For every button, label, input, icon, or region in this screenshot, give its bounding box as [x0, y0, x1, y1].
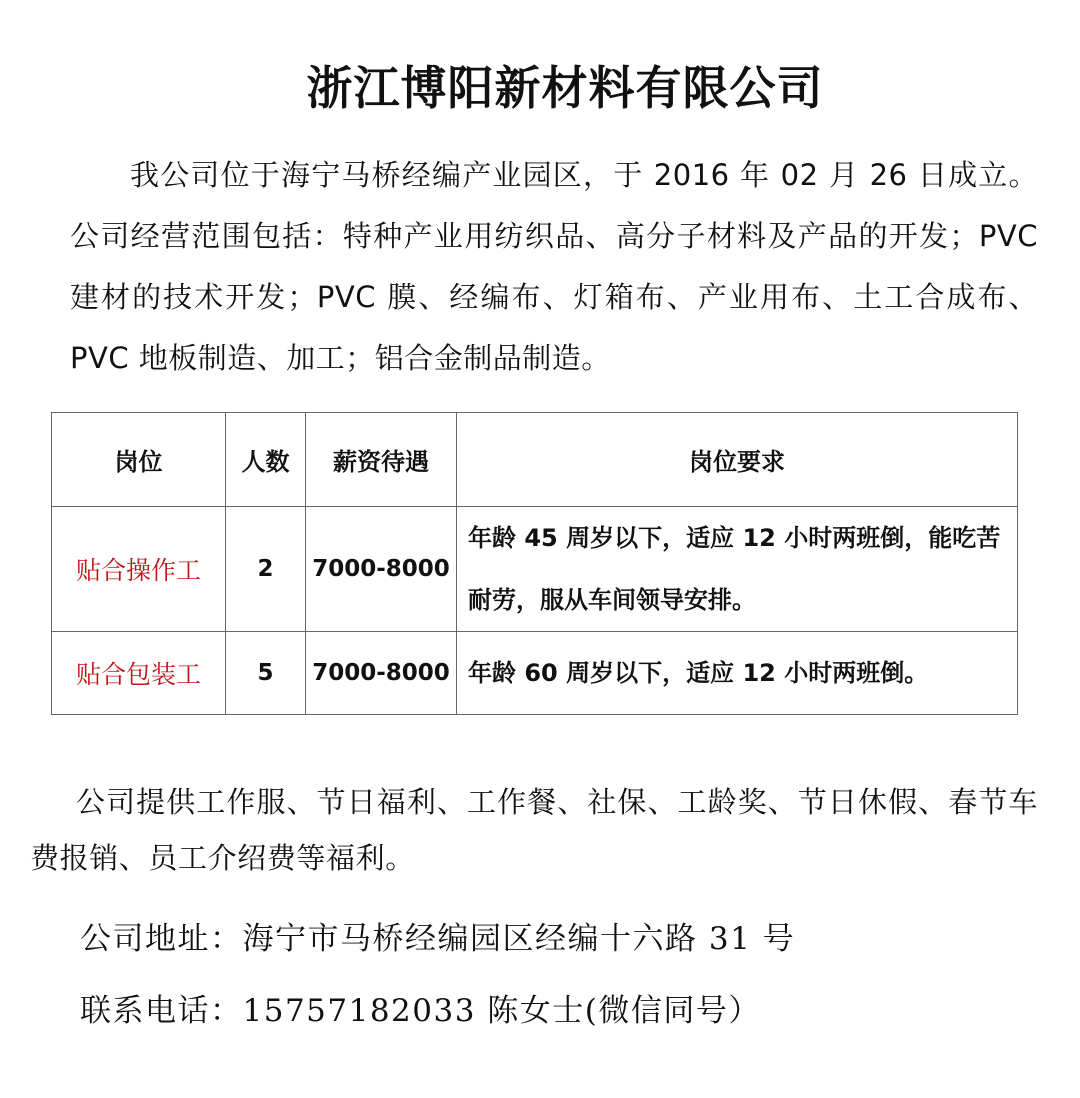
requirement-cell: 年龄 60 周岁以下，适应 12 小时两班倒。 — [457, 632, 1018, 715]
salary-cell: 7000-8000 — [306, 507, 457, 632]
benefits-text: 公司提供工作服、节日福利、工作餐、社保、工龄奖、节日休假、春节车费报销、员工介绍费等福利。 — [30, 785, 1038, 875]
header-count: 人数 — [226, 413, 306, 507]
position-cell: 贴合包装工 — [52, 632, 226, 715]
header-requirement: 岗位要求 — [457, 413, 1018, 507]
table-row — [52, 507, 1018, 632]
position-cell: 贴合操作工 — [52, 507, 226, 632]
salary-cell: 7000-8000 — [306, 632, 457, 715]
job-table — [51, 412, 1018, 715]
header-position: 岗位 — [52, 413, 226, 507]
company-title: 浙江博阳新材料有限公司 — [306, 61, 824, 115]
company-intro: 我公司位于海宁马桥经编产业园区，于 2016 年 02 月 26 日成立。公司经营范围包括：特种产业用纺织品、高分子材料及产品的开发；PVC 建材的技术开发；PVC 膜、经编布、灯箱布、产业用布、土工合成布、PVC 地板制造、加工；铝合金制品制造。 — [70, 158, 1038, 375]
company-address: 公司地址：海宁市马桥经编园区经编十六路 31 号 — [80, 921, 796, 957]
requirement-cell: 年龄 45 周岁以下，适应 12 小时两班倒，能吃苦耐劳，服从车间领导安排。 — [457, 507, 1018, 632]
table-row — [52, 632, 1018, 715]
table-header-row — [52, 413, 1018, 507]
count-cell: 2 — [226, 507, 306, 632]
count-cell: 5 — [226, 632, 306, 715]
header-salary: 薪资待遇 — [306, 413, 457, 507]
contact-phone: 联系电话：15757182033 陈女士(微信同号） — [80, 993, 761, 1029]
